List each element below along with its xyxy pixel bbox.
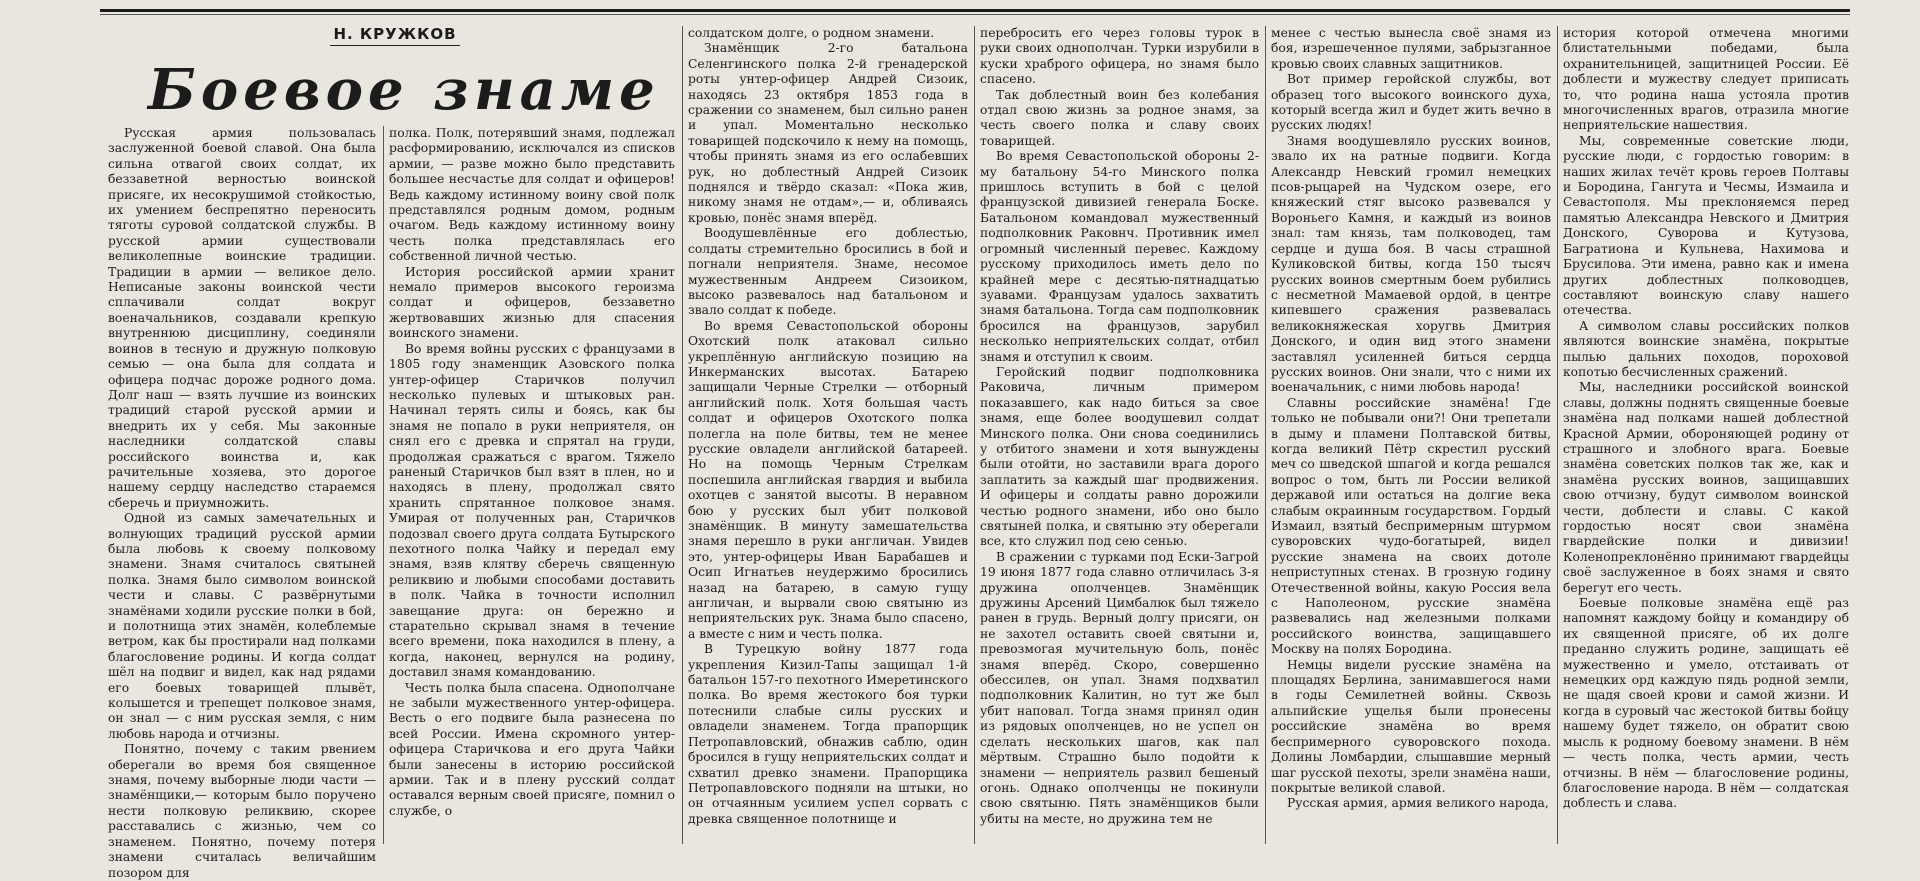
paragraph: Славны российские знамёна! Где только не побывали они?! Они трепетали в дыму и пламени Полтавской битвы, когда великий Пётр скрестил русский меч со шведской шпагой и когда решался вопрос о том, быть ли России великой державой или остаться на долгие века слабым окраинным государством. Гордый Измаил, взятый беспримерным штурмом суворовских чудо-богатырей, видел русские знамена на своих дотоле неприступных стенах. В грозную годину Отечественной войны, какую Россия вела с Наполеоном, русские знамёна развевались над железными полками российского воинства, защищавшего Москву на полях Бородина. — [1271, 395, 1551, 657]
text-column-6 — [1563, 26, 1849, 842]
paragraph: солдатском долге, о родном знамени. — [688, 26, 935, 40]
column-divider — [682, 26, 683, 844]
paragraph: Воодушевлённые его доблестью, солдаты стремительно бросились в бой и погнали неприятеля. Знаме, несомое мужественным Андреем Сизоиком, высоко развевалось над батальоном и звало солдат к победе. — [688, 226, 968, 318]
paragraph: полка. Полк, потерявший знамя, подлежал расформированию, исключался из списков армии, — разве можно было представить большее несчастье для солдат и офицеров! Ведь каждому истинному воину свой полк представлялся родным домом, родным очагом. Ведь каждому истинному воину честь полка представлялась его собственной личной честью. — [389, 126, 675, 264]
column-divider — [1557, 26, 1558, 844]
top-rule-thin — [100, 14, 1850, 15]
paragraph: Понятно, почему с таким рвением оберегали во время боя священное знамя, почему выборные люди части — знамёнщики,— которым было поручено нести полковую реликвию, скорее расставались с жизнью, чем со знаменем. Понятно, почему потеря знамени считалась величайшим позором для — [108, 742, 376, 880]
top-rule — [100, 9, 1850, 12]
text-column-1 — [108, 126, 376, 880]
paragraph: Немцы видели русские знамёна на площадях Берлина, занимавшегося нами в годы Семилетней войны. Сквозь альпийские ущелья были пронесены российские знамёна во время беспримерного суворовского похода. Долины Ломбардии, слышавшие мерный шаг русской пехоты, зрели знамёна наши, покрытые великой славой. — [1271, 657, 1551, 795]
paragraph: история которой отмечена многими блистательными победами, была охранительницей, защитницей России. Её доблести и мужеству следует приписать то, что родина наша устояла против многочисленных врагов, отразила многие неприятельские нашествия. — [1563, 26, 1849, 133]
text-column-4 — [980, 26, 1259, 842]
paragraph: Геройский подвиг подполковника Раковича, личным примером показавшего, как надо биться за свое знамя, еще более воодушевил солдат Минского полка. Они снова соединились у отбитого знамени и хотя вынуждены были отойти, но заставили врага дорого заплатить за каждый шаг продвижения. И офицеры и солдаты равно дорожили честью родного знамени, ибо оно было святыней полка, и святыню эту оберегали все, кто служил под сею сенью. — [980, 364, 1259, 549]
column-divider — [974, 26, 975, 844]
text-column-5 — [1271, 26, 1551, 842]
paragraph: В Турецкую войну 1877 года укрепления Кизил-Тапы защищал 1-й батальон 157-го пехотного Имеретинского полка. Во время жестокого боя турки потеснили слабые силы русских и овладели знаменем. Тогда прапорщик Петропавловский, обнажив саблю, один бросился в гущу неприятельских солдат и схватил древко знамени. Прапорщика Петропавловского подняли на штыки, но он отчаянным усилием успел сорвать с древка священное полотнище и — [688, 642, 968, 826]
paragraph: Во время войны русских с французами в 1805 году знаменщик Азовского полка унтер-офицер Старичков получил несколько пулевых и штыковых ран. Начинал терять силы и боясь, как бы знамя не попало в руки неприятеля, он снял его с древка и спрятал на груди, продолжая сражаться с врагом. Тяжело раненый Старичков был взят в плен, но и находясь в плену, продолжал свято хранить спрятанное полковое знамя. Умирая от полученных ран, Старичков подозвал своего друга солдата Бутырского пехотного полка Чайку и передал ему знамя, взяв клятву сберечь священную реликвию и любыми способами доставить в полк. Чайка в точности исполнил завещание друга: он бережно и старательно скрывал знамя в течение всего времени, пока находился в плену, а когда, наконец, вернулся на родину, доставил знамя командованию. — [389, 341, 675, 680]
paragraph: Во время Севастопольской обороны 2-му батальону 54-го Минского полка пришлось вступить в бой с целой французской дивизией генерала Боске. Батальоном командовал мужественный подполковник Раковнч. Противник имел огромный численный перевес. Каждому русскому приходилось иметь дело по крайней мере с десятью-пятнадцатью зуавами. Французам удалось захватить знамя батальона. Тогда сам подполковник бросился на французов, зарубил несколько неприятельских солдат, отбил знамя и отступил к своим. — [980, 149, 1259, 364]
paragraph: Одной из самых замечательных и волнующих традиций русской армии была любовь к своему полковому знамени. Знамя считалось святыней полка. Знамя было символом воинской чести и славы. С развёрнутыми знамёнами ходили русские полки в бой, и полотнища этих знамён, колеблемые ветром, как бы простирали над полками благословение родины. И когда солдат шёл на подвиг и видел, как над рядами его боевых товарищей плывёт, колышется и трепещет полковое знамя, он знал — с ним русская земля, с ним любовь народа и отчизны. — [108, 511, 376, 741]
paragraph: Мы, наследники российской воинской славы, должны поднять священные боевые знамёна над полками нашей доблестной Красной Армии, обороняющей родину от страшного и злобного врага. Боевые знамёна советских полков так же, как и знамёна русских воинов, защищавших свою отчизну, будут символом воинской чести, доблести и славы. С какой гордостью носят свои знамёна гвардейские полки и дивизии! Коленопреклонённо принимают гвардейцы своё заслуженное в боях знамя и свято берегут его честь. — [1563, 380, 1849, 595]
paragraph: перебросить его через головы турок в руки своих однополчан. Турки изрубили в куски храброго офицера, но знамя было спасено. — [980, 26, 1259, 87]
paragraph: Знамя воодушевляло русских воинов, звало их на ратные подвиги. Когда Александр Невский громил немецких псов-рыцарей на Чудском озере, его княжеский стяг высоко развевался у Вороньего Камня, и каждый из воинов знал: там князь, там полководец, там сердце и душа боя. В часы страшной Куликовской битвы, когда 150 тысяч русских воинов смертным боем рубились с несметной Мамаевой ордой, в центре кипевшего сражения развевалась великокняжеская хоругвь Дмитрия Донского, и один вид этого знамени заставлял усиленней биться сердца русских воинов. Они знали, что с ними их военачальник, с ними любовь народа! — [1271, 133, 1551, 395]
paragraph: Так доблестный воин без колебания отдал свою жизнь за родное знамя, за честь своего полка и славу своих товарищей. — [980, 87, 1259, 148]
paragraph: Русская армия пользовалась заслуженной боевой славой. Она была сильна отвагой своих солдат, их беззаветной верностью воинской присяге, их несокрушимой стойкостью, их умением беспрепятно переносить тяготы суровой солдатской службы. В русской армии существовали великолепные воинские традиции. Традиции в армии — великое дело. Неписаные законы воинской чести сплачивали солдат вокруг военачальников, создавали крепкую внутреннюю дисциплину, соединяли воинов в тесную и дружную полковую семью — она была для солдата и офицера подчас дороже родного дома. Долг наш — взять лучшие из воинских традиций старой русской армии и внедрить их у себя. Мы законные наследники солдатской славы российского воинства и, как рачительные хозяева, это дорогое нашему сердцу наследство стараемся сберечь и приумножить. — [108, 126, 376, 510]
paragraph: История российской армии хранит немало примеров высокого героизма солдат и офицеров, беззаветно жертвовавших жизнью для спасения воинского знамени. — [389, 264, 675, 341]
paragraph: А символом славы российских полков являются воинские знамёна, покрытые пылью дальних походов, пороховой копотью бесчисленных сражений. — [1563, 318, 1849, 379]
author-byline: Н. КРУЖКОВ — [330, 25, 460, 46]
column-divider — [383, 126, 384, 844]
article-headline: Боевое знаме — [148, 57, 660, 123]
paragraph: Во время Севастопольской обороны Охотский полк атаковал сильно укреплённую английскую позицию на Инкерманских высотах. Батарею защищали Черные Стрелки — отборный английский полк. Хотя большая часть солдат и офицеров Охотского полка полегла на поле битвы, тем не менее русские овладели английской батареей. Но на помощь Черным Стрелкам поспешила английская гвардия и выбила охотцев с занятой высоты. В неравном бою у русских был убит полковой знамёнщик. В минуту замешательства знамя перешло в руки англичан. Увидев это, унтер-офицеры Иван Барабашев и Осип Игнатьев неудержимо бросились назад на батарею, в самую гущу англичан, и вырвали свою святыню из неприятельских рук. Знама было спасено, а вместе с ним и честь полка. — [688, 318, 968, 641]
paragraph: Честь полка была спасена. Однополчане не забыли мужественного унтер-офицера. Весть о его подвиге была разнесена по всей России. Имена скромного унтер-офицера Старичкова и его друга Чайки были занесены в историю российской армии. Так и в плену русский солдат оставался верным своей присяге, помнил о службе, о — [389, 680, 675, 818]
paragraph: В сражении с турками под Ески-Загрой 19 июня 1877 года славно отличилась 3-я дружина ополченцев. Знамёнщик дружины Арсений Цимбалюк был тяжело ранен в грудь. Верный долгу присяги, он не захотел оставить своей святыни и, превозмогая мучительную боль, понёс знамя вперёд. Скоро, совершенно обессилев, он упал. Знамя подхватил подполковник Калитин, но тут же был убит наповал. Тогда знамя принял один из рядовых ополченцев, но не успел он сделать нескольких шагов, как пал мёртвым. Страшно было подойти к знамени — неприятель развил бешеный огонь. Однако ополченцы не покинули свою святыню. Пять знамёнщиков были убиты на месте, но дружина тем не — [980, 549, 1259, 826]
paragraph: Боевые полковые знамёна ещё раз напомнят каждому бойцу и командиру об их священной присяге, об их долге преданно служить родине, защищать её мужественно и умело, отстаивать от немецких орд каждую пядь родной земли, не щадя своей крови и самой жизни. И когда в суровый час жестокой битвы бойцу нашему будет тяжело, он обратит свою мысль к родному боевому знамени. В нём — честь полка, честь армии, честь отчизны. В нём — благословение родины, благословение народа. В нём — солдатская доблесть и слава. — [1563, 596, 1849, 811]
column-divider — [1265, 26, 1266, 844]
paragraph: Знамёнщик 2-го батальона Селенгинского полка 2-й гренадерской роты унтер-офицер Андрей Сизоик, находясь 23 октября 1853 года в сражении со знаменем, был сильно ранен и упал. Моментально несколько товарищей подскочило к нему на помощь, чтобы принять знамя из его ослабевших рук, но доблестный Андрей Сизоик поднялся и твёрдо сказал: «Пока жив, никому знамя не отдам»,— и, обливаясь кровью, понёс знамя вперёд. — [688, 41, 968, 225]
text-column-2 — [389, 126, 675, 842]
paragraph: Вот пример геройской службы, вот образец того высокого воинского духа, который всегда жил и будет жить вечно в русских людях! — [1271, 72, 1551, 133]
paragraph: менее с честью вынесла своё знамя из боя, изрешеченное пулями, забрызганное кровью своих славных защитников. — [1271, 26, 1551, 71]
paragraph: Мы, современные советские люди, русские люди, с гордостью говорим: в наших жилах течёт кровь героев Полтавы и Бородина, Гангута и Чесмы, Измаила и Севастополя. Мы преклоняемся перед памятью Александра Невского и Дмитрия Донского, Суворова и Кутузова, Багратиона и Кульнева, Нахимова и Брусилова. Эти имена, равно как и имена других доблестных полководцев, составляют воинскую славу нашего отечества. — [1563, 133, 1849, 318]
paragraph: Русская армия, армия великого народа, — [1287, 796, 1549, 811]
text-column-3 — [688, 26, 968, 842]
